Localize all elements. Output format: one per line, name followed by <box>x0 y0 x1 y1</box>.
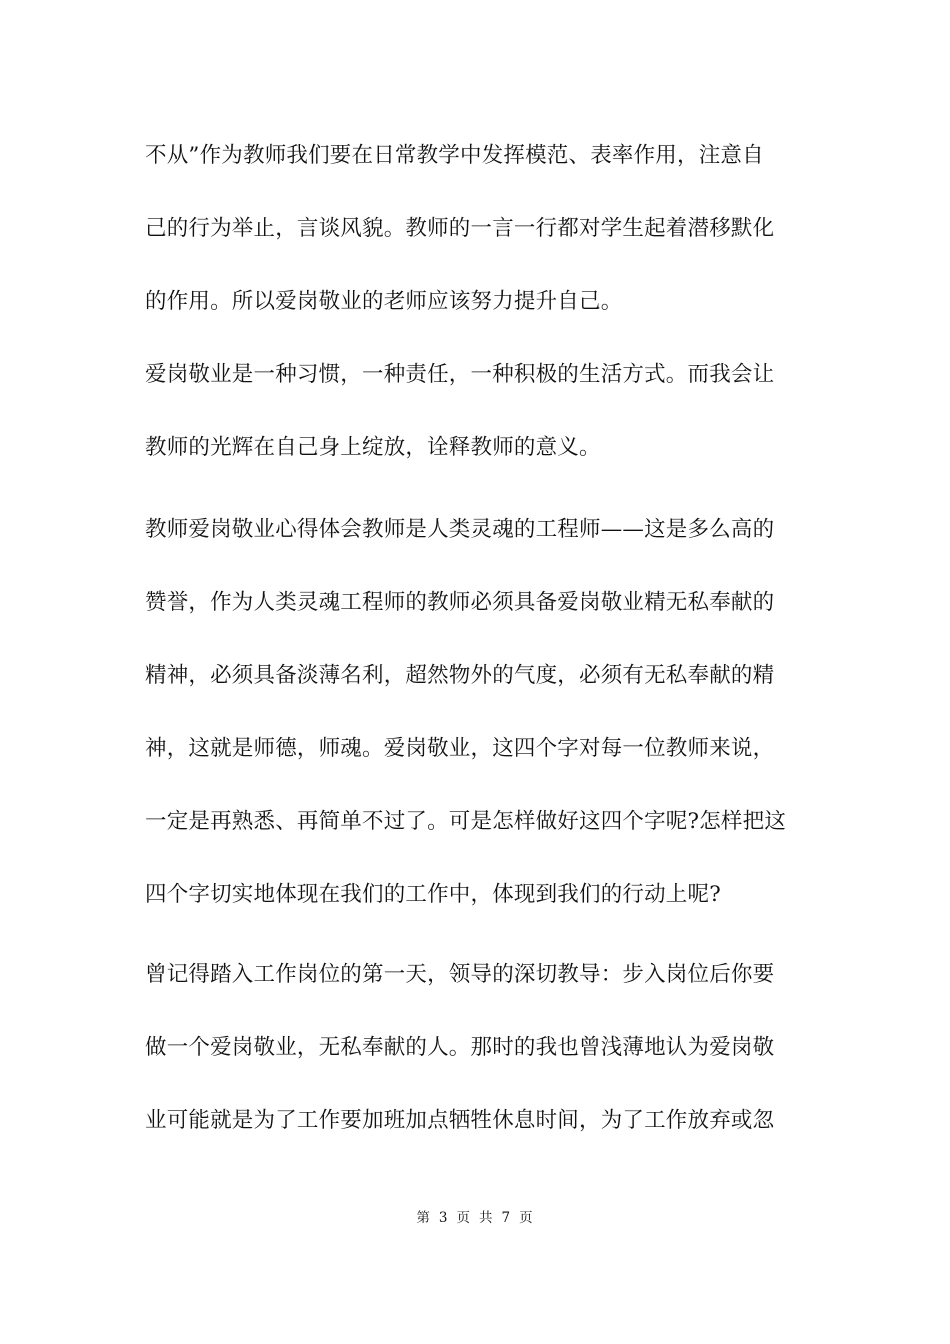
text-line: 爱岗敬业是一种习惯，一种责任，一种积极的生活方式。而我会让 <box>145 362 775 387</box>
text-line: 一定是再熟悉、再简单不过了。可是怎样做好这四个字呢?怎样把这 <box>145 809 787 834</box>
text-line: 己的行为举止，言谈风貌。教师的一言一行都对学生起着潜移默化 <box>145 216 775 241</box>
text-line: 精神，必须具备淡薄名利，超然物外的气度，必须有无私奉献的精 <box>145 663 775 688</box>
total-label-suffix: 页 <box>519 1210 534 1226</box>
text-line: 的作用。所以爱岗敬业的老师应该努力提升自己。 <box>145 289 623 314</box>
text-line: 四个字切实地体现在我们的工作中，体现到我们的行动上呢? <box>145 882 721 907</box>
text-line: 曾记得踏入工作岗位的第一天，领导的深切教导：步入岗位后你要 <box>145 962 775 987</box>
current-page-number: 3 <box>438 1210 449 1226</box>
text-line: 做一个爱岗敬业，无私奉献的人。那时的我也曾浅薄地认为爱岗敬 <box>145 1035 775 1060</box>
page-label-prefix: 第 <box>416 1210 431 1226</box>
total-pages-number: 7 <box>501 1210 512 1226</box>
text-line: 赞誉，作为人类灵魂工程师的教师必须具备爱岗敬业精无私奉献的 <box>145 590 775 615</box>
text-line: 业可能就是为了工作要加班加点牺牲休息时间，为了工作放弃或忽 <box>145 1108 775 1133</box>
text-line: 神，这就是师德，师魂。爱岗敬业，这四个字对每一位教师来说， <box>145 736 775 761</box>
page-footer <box>0 1208 950 1228</box>
text-line: 教师的光辉在自己身上绽放，诠释教师的意义。 <box>145 435 601 460</box>
total-label-prefix: 共 <box>479 1210 494 1226</box>
text-line: 不从”作为教师我们要在日常教学中发挥模范、表率作用，注意自 <box>145 143 764 168</box>
text-line: 教师爱岗敬业心得体会教师是人类灵魂的工程师——这是多么高的 <box>145 517 775 542</box>
page-label-word: 页 <box>456 1210 471 1226</box>
